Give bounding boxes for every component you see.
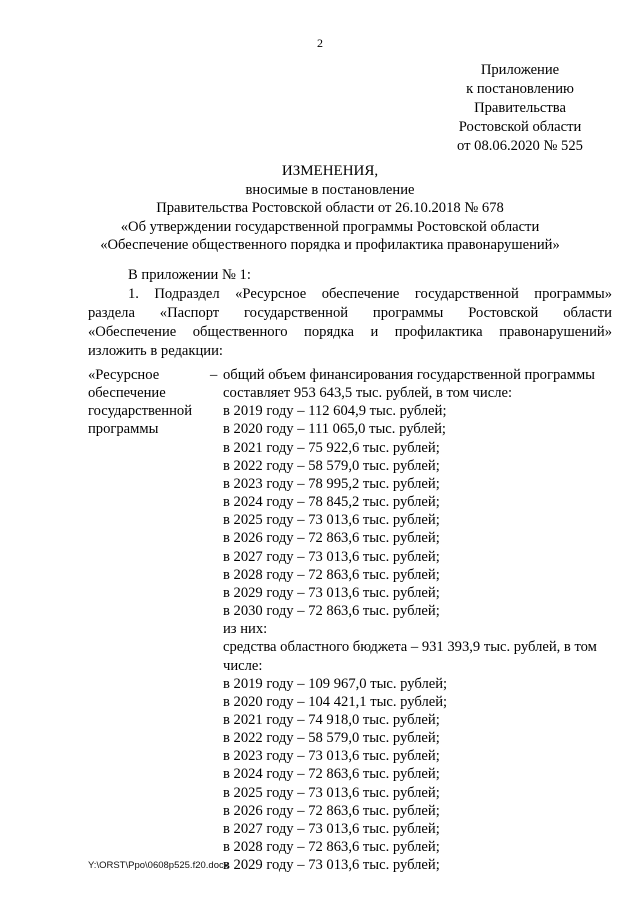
intro-para-line: раздела «Паспорт государственной программы Ростовской области: [88, 305, 612, 321]
appendix-line: Приложение: [480, 62, 560, 78]
appendix-block: [420, 61, 620, 156]
funding-line: в 2021 году – 74 918,0 тыс. рублей;: [223, 711, 440, 728]
funding-line: общий объем финансирования государственной программы: [223, 367, 595, 383]
funding-line: в 2029 году – 73 013,6 тыс. рублей;: [223, 857, 440, 874]
funding-line: числе:: [223, 657, 263, 674]
funding-line: в 2025 году – 73 013,6 тыс. рублей;: [223, 512, 440, 529]
title-block: [60, 162, 600, 255]
funding-line: в 2021 году – 75 922,6 тыс. рублей;: [223, 439, 440, 456]
left-line: «Ресурсное: [88, 367, 160, 383]
subtitle-line: вносимые в постановление: [245, 181, 415, 198]
funding-line: в 2023 году – 73 013,6 тыс. рублей;: [223, 748, 440, 765]
left-line: программы: [88, 421, 159, 438]
intro-para-line: 1. Подраздел «Ресурсное обеспечение государственной программы»: [128, 286, 612, 302]
appendix-line: Правительства: [474, 100, 566, 116]
appendix-line: от 08.06.2020 № 525: [457, 138, 583, 154]
funding-line: в 2025 году – 73 013,6 тыс. рублей;: [223, 784, 440, 801]
funding-line: в 2028 году – 72 863,6 тыс. рублей;: [223, 566, 440, 583]
funding-line: в 2029 году – 73 013,6 тыс. рублей;: [223, 584, 440, 601]
funding-line: в 2019 году – 109 967,0 тыс. рублей;: [223, 675, 448, 692]
funding-line: в 2020 году – 104 421,1 тыс. рублей;: [223, 693, 448, 710]
table-right-column: [223, 366, 613, 874]
funding-line: из них:: [223, 621, 268, 638]
left-line: государственной: [88, 403, 193, 420]
appendix-line: к постановлению: [466, 81, 574, 97]
funding-line: в 2022 году – 58 579,0 тыс. рублей;: [223, 730, 440, 747]
funding-line: в 2024 году – 72 863,6 тыс. рублей;: [223, 766, 440, 783]
subtitle-line: «Об утверждении государственной программы Ростовской области: [120, 218, 540, 235]
funding-line: средства областного бюджета – 931 393,9 тыс. рублей, в том: [223, 639, 597, 656]
document-title: ИЗМЕНЕНИЯ,: [281, 163, 379, 179]
funding-line: в 2024 году – 78 845,2 тыс. рублей;: [223, 494, 440, 511]
funding-line: в 2026 году – 72 863,6 тыс. рублей;: [223, 802, 440, 819]
subtitle-line: Правительства Ростовской области от 26.10.2018 № 678: [156, 200, 504, 217]
funding-line: в 2023 году – 78 995,2 тыс. рублей;: [223, 475, 440, 492]
footer-file-path: Y:\ORST\Ppo\0608p525.f20.docx: [88, 860, 229, 871]
left-line: обеспечение: [88, 385, 166, 402]
table-left-column: [88, 366, 208, 439]
funding-line: в 2030 году – 72 863,6 тыс. рублей;: [223, 603, 440, 620]
subtitle-line: «Обеспечение общественного порядка и профилактика правонарушений»: [100, 237, 560, 254]
page-number: 2: [317, 36, 323, 50]
funding-line: в 2026 году – 72 863,6 тыс. рублей;: [223, 530, 440, 547]
intro-heading: В приложении № 1:: [128, 267, 251, 283]
funding-line: в 2020 году – 111 065,0 тыс. рублей;: [223, 421, 446, 438]
funding-line: в 2027 году – 73 013,6 тыс. рублей;: [223, 820, 440, 837]
funding-line: в 2022 году – 58 579,0 тыс. рублей;: [223, 457, 440, 474]
funding-line: в 2019 году – 112 604,9 тыс. рублей;: [223, 403, 447, 420]
intro-block: [88, 266, 612, 361]
appendix-line: Ростовской области: [458, 119, 582, 135]
funding-line: составляет 953 643,5 тыс. рублей, в том числе:: [223, 385, 513, 402]
table-dash: –: [210, 367, 218, 383]
funding-line: в 2027 году – 73 013,6 тыс. рублей;: [223, 548, 440, 565]
intro-para-last: изложить в редакции:: [88, 343, 223, 359]
funding-line: в 2028 году – 72 863,6 тыс. рублей;: [223, 839, 440, 856]
intro-para-line: «Обеспечение общественного порядка и профилактика правонарушений»: [88, 324, 612, 340]
